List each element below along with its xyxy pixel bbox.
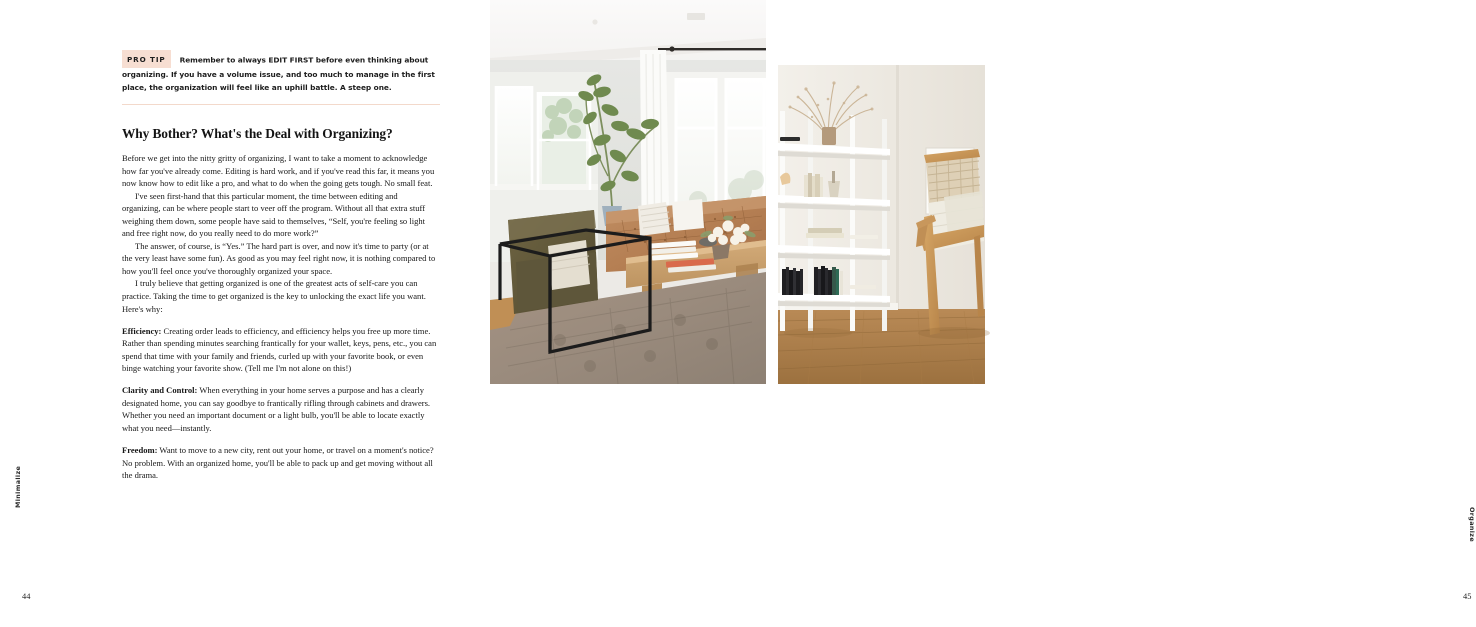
benefit-text: When everything in your home serves a purpose and has a clearly designated home, you can say goodbye to frantically rifling through cabinets and drawers. Whether you need an important document or a light bulb, you'll be able to locate exactly what you need—instantly.: [122, 385, 431, 433]
body-paragraph: I truly believe that getting organized is one of the greatest acts of self-care you can practice. Taking the time to get organized is the key to unlocking the exact life you want. Here's why:: [122, 278, 426, 314]
benefit-item: [122, 325, 438, 375]
benefit-term: Efficiency:: [122, 325, 162, 336]
page-number-left: 44: [22, 592, 31, 601]
living-room-illustration: [490, 0, 766, 384]
benefit-item: [122, 444, 438, 482]
pro-tip-divider: [122, 104, 440, 105]
pro-tip-badge: PRO TIP: [122, 50, 171, 68]
benefit-term: Freedom:: [122, 444, 158, 455]
living-room-photo: [490, 0, 766, 384]
pro-tip-callout: [122, 50, 440, 95]
shelving-photo: [778, 65, 985, 384]
pro-tip-text: Remember to always EDIT FIRST before even thinking about organizing. If you have a volume issue, and too much to manage in the first place, the organization will feel like an uphill battle. A steep one.: [122, 55, 435, 93]
body-paragraph: Before we get into the nitty gritty of organizing, I want to take a moment to acknowledge how far you've already come. Editing is hard work, and if you've read this far, it means you now know how to edit like a pro, and what to do when the going gets tough. No small feat.: [122, 153, 435, 189]
running-head-left: Minimalize: [14, 465, 22, 508]
page-number-right: 45: [1463, 592, 1472, 601]
left-page: [0, 0, 500, 627]
body-paragraph: I've seen first-hand that this particular moment, the time between editing and organizing, can be where people start to veer off the program. Without all that extra stuff weighing them down, some people have said to themselves, “Self, you're feeling so light and free right now, do you really need to do more work?”: [122, 190, 426, 239]
benefit-item: [122, 384, 438, 434]
benefit-term: Clarity and Control:: [122, 385, 198, 396]
benefit-text: Creating order leads to efficiency, and efficiency helps you free up more time. Rather than spending minutes searching frantically for your wallet, keys, pens, etc., you can spend that time with your family and friends, curled up with your favorite book, or even binge watching your favorite show. (Tell me I'm not alone on this!): [122, 325, 437, 374]
running-head-right: Organize: [1468, 507, 1476, 543]
benefit-text: Want to move to a new city, rent out your home, or travel on a moment's notice? No problem. With an organized home, you'll be able to pack up and get moving without all the drama.: [122, 444, 434, 481]
body-paragraph: The answer, of course, is “Yes.” The hard part is over, and now it's time to party (or at the very least have some fun). As good as you may feel right now, it is nothing compared to how you'll feel once you've thoroughly organized your space.: [122, 240, 436, 276]
shelving-illustration: [778, 65, 985, 384]
left-body-column: [122, 152, 438, 482]
section-heading: Why Bother? What's the Deal with Organizing?: [122, 126, 393, 141]
